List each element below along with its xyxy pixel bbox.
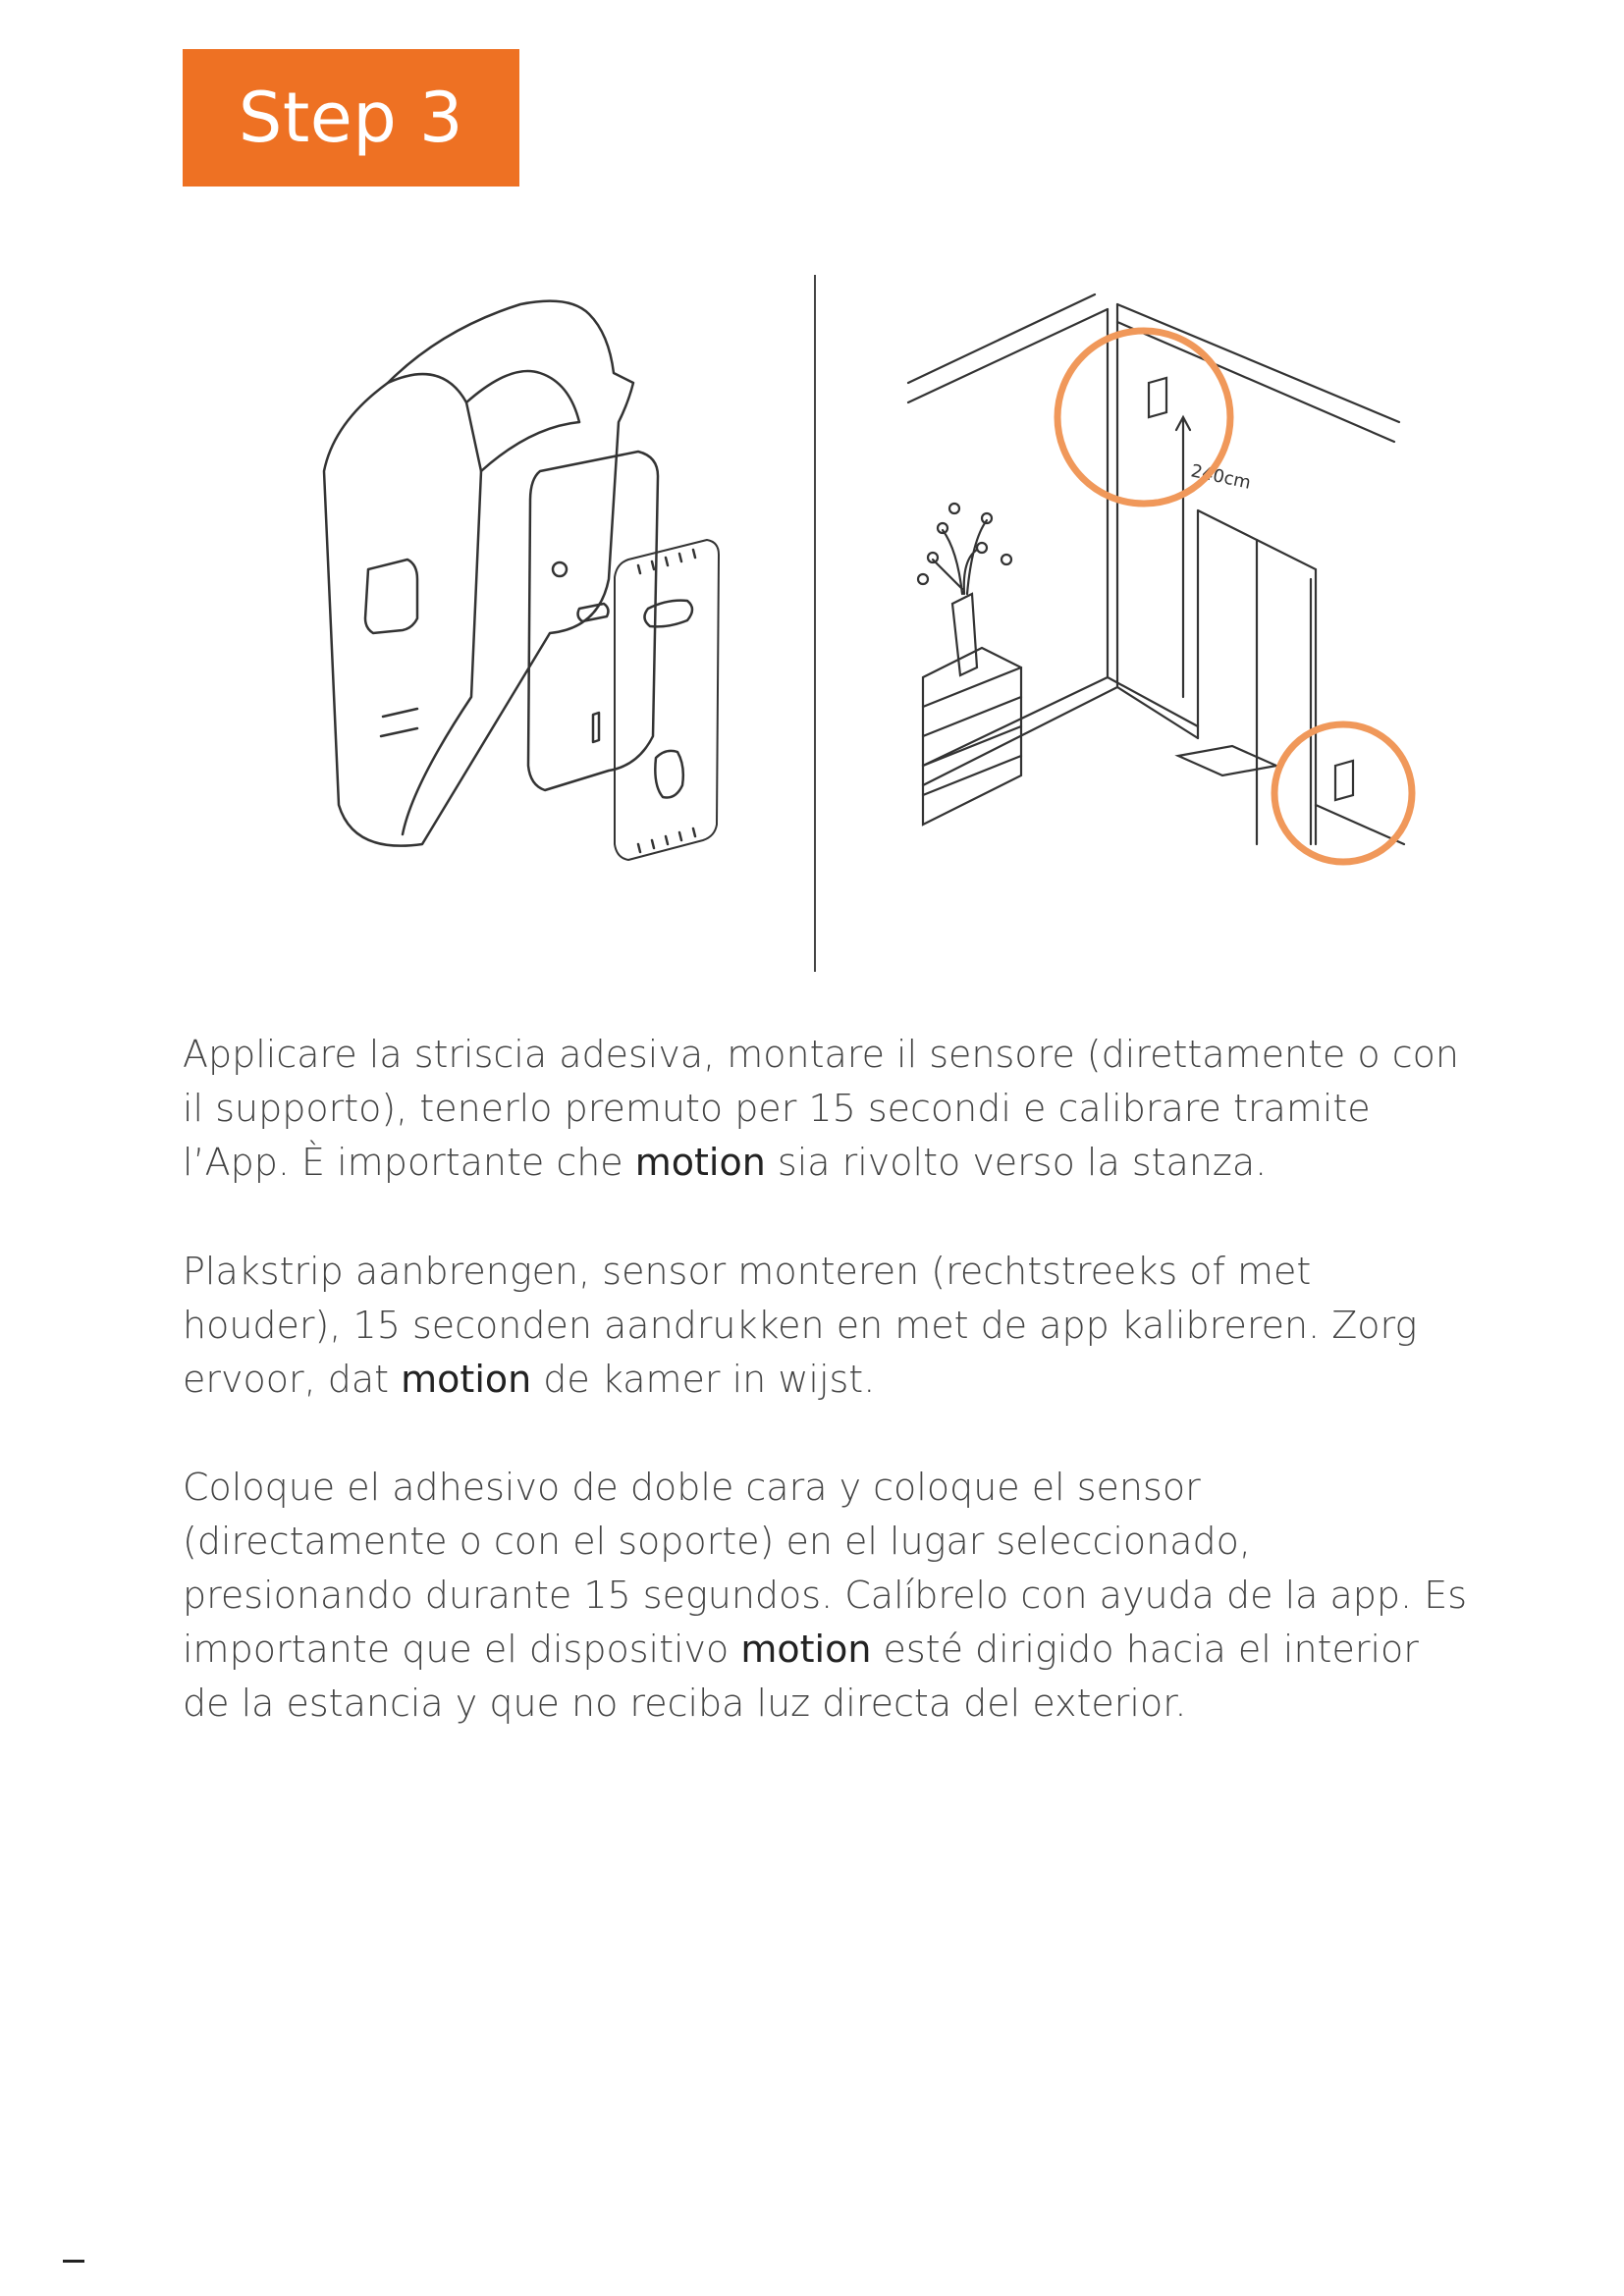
instructions-spanish: Coloque el adhesivo de doble cara y coloque el sensor (directamente o con el soporte) en el lugar seleccionado, presionando durante 15 segundos. Calíbrelo con ayuda de la app. Es importante que el dispositivo motion esté dirigido hacia el interior de la estancia y que no reciba luz directa del exterior. (183, 1466, 1468, 1725)
brand-motion: motion (740, 1628, 872, 1671)
sensor-bracket-drawing (324, 301, 719, 860)
page-marker (63, 2260, 84, 2263)
room-drawing (908, 294, 1404, 844)
height-mark: 240cm (1188, 460, 1253, 494)
installation-illustration (295, 255, 1424, 982)
highlight-circle-door (1274, 724, 1412, 862)
instructions-italian: Applicare la striscia adesiva, montare il sensore (direttamente o con il supporto), tenerlo premuto per 15 secondi e calibrare tramite l’App. È importante che motion sia rivolto verso la stanza. (183, 1033, 1459, 1184)
highlight-circle-wall (1057, 331, 1230, 504)
instructions-dutch: Plakstrip aanbrengen, sensor monteren (rechtstreeks of met houder), 15 seconden aandrukken en met de app kalibreren. Zorg ervoor, dat motion de kamer in wijst. (183, 1250, 1418, 1401)
brand-motion: motion (634, 1141, 766, 1184)
step-badge: Step 3 (183, 49, 519, 187)
brand-motion: motion (401, 1358, 532, 1401)
